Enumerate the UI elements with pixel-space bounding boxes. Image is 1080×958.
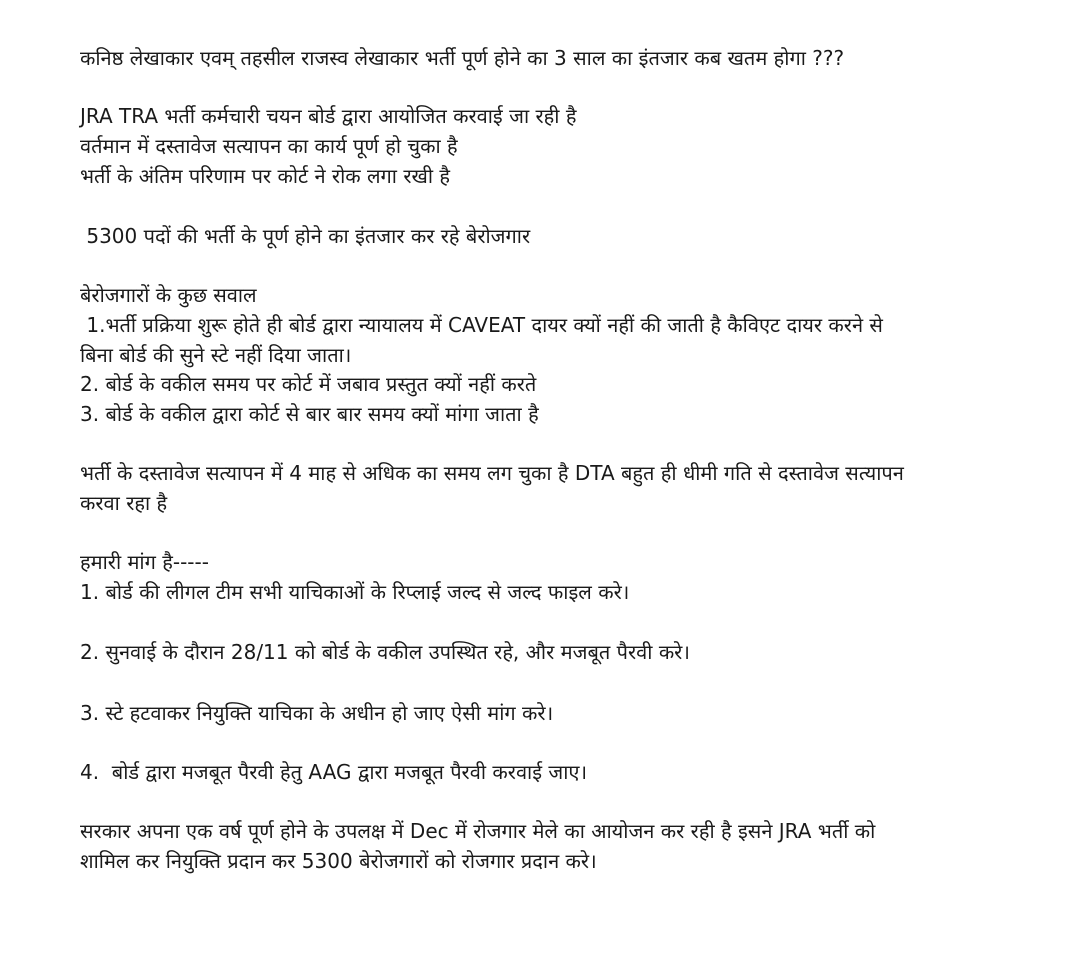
intro-line-1: JRA TRA भर्ती कर्मचारी चयन बोर्ड द्वारा आयोजित करवाई जा रही है xyxy=(80,104,577,128)
intro-line-2: वर्तमान में दस्तावेज सत्यापन का कार्य पूर्ण हो चुका है xyxy=(80,134,458,158)
demand-4: 4. बोर्ड द्वारा मजबूत पैरवी हेतु AAG द्वारा मजबूत पैरवी करवाई जाए। xyxy=(80,760,588,784)
question-1-line-2: बिना बोर्ड की सुने स्टे नहीं दिया जाता। xyxy=(80,343,352,367)
demand-1: 1. बोर्ड की लीगल टीम सभी याचिकाओं के रिप्लाई जल्द से जल्द फाइल करे। xyxy=(80,580,630,604)
waiting-statement: 5300 पदों की भर्ती के पूर्ण होने का इंतजार कर रहे बेरोजगार xyxy=(80,224,531,248)
verification-line-2: करवा रहा है xyxy=(80,491,168,515)
verification-line-1: भर्ती के दस्तावेज सत्यापन में 4 माह से अधिक का समय लग चुका है DTA बहुत ही धीमी गति से दस्तावेज सत्यापन xyxy=(80,461,904,485)
demand-3: 3. स्टे हटवाकर नियुक्ति याचिका के अधीन हो जाए ऐसी मांग करे। xyxy=(80,701,554,725)
question-2: 2. बोर्ड के वकील समय पर कोर्ट में जबाव प्रस्तुत क्यों नहीं करते xyxy=(80,372,537,396)
question-3: 3. बोर्ड के वकील द्वारा कोर्ट से बार बार समय क्यों मांगा जाता है xyxy=(80,402,539,426)
questions-title: बेरोजगारों के कुछ सवाल xyxy=(80,283,257,307)
question-1-line-1: 1.भर्ती प्रक्रिया शुरू होते ही बोर्ड द्वारा न्यायालय में CAVEAT दायर क्यों नहीं की जाती है कैविएट दायर करने से xyxy=(80,313,883,337)
closing-line-1: सरकार अपना एक वर्ष पूर्ण होने के उपलक्ष में Dec में रोजगार मेले का आयोजन कर रही है इसने JRA भर्ती को xyxy=(80,819,876,843)
document-heading: कनिष्ठ लेखाकार एवम् तहसील राजस्व लेखाकार भर्ती पूर्ण होने का 3 साल का इंतजार कब खतम होगा ??? xyxy=(80,46,845,70)
demand-2: 2. सुनवाई के दौरान 28/11 को बोर्ड के वकील उपस्थित रहे, और मजबूत पैरवी करे। xyxy=(80,640,690,664)
demands-title: हमारी मांग है----- xyxy=(80,550,209,574)
intro-line-3: भर्ती के अंतिम परिणाम पर कोर्ट ने रोक लगा रखी है xyxy=(80,164,451,188)
closing-line-2: शामिल कर नियुक्ति प्रदान कर 5300 बेरोजगारों को रोजगार प्रदान करे। xyxy=(80,849,597,873)
